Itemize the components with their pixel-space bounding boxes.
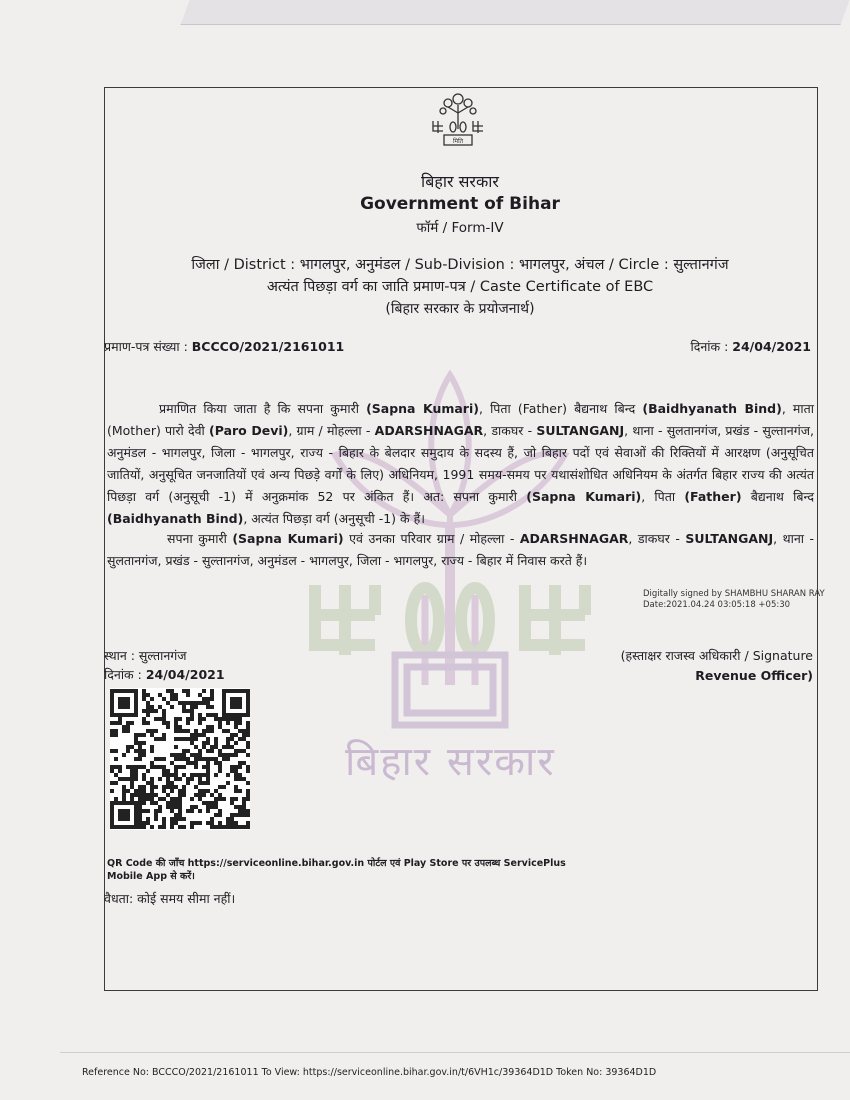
qr-code[interactable] bbox=[110, 688, 250, 830]
p1-text-e: , माता (Mother) पारो देवी bbox=[107, 401, 815, 438]
p1-text-m: , पिता bbox=[641, 489, 685, 504]
footer-date bbox=[104, 665, 225, 684]
p2-name-english: (Sapna Kumari) bbox=[232, 531, 344, 546]
residence-paragraph bbox=[107, 528, 814, 572]
place: स्थान : सुल्तानगंज bbox=[104, 648, 187, 663]
paper-fold-edge bbox=[180, 0, 849, 25]
certificate-number-label: प्रमाण-पत्र संख्या : bbox=[104, 339, 188, 354]
p1-mother-english: (Paro Devi) bbox=[209, 423, 289, 438]
footer-divider bbox=[60, 1052, 850, 1053]
p2-village: ADARSHNAGAR bbox=[519, 531, 629, 546]
p1-text-i: , डाकघर - bbox=[483, 423, 537, 438]
signature-line-2: Revenue Officer) bbox=[695, 668, 813, 683]
digital-signature bbox=[643, 589, 848, 611]
certificate-date bbox=[690, 338, 811, 355]
p1-text-q: , अत्यंत पिछड़ा वर्ग (अनुसूची -1) के हैं। bbox=[243, 511, 425, 526]
reference-line: Reference No: BCCCO/2021/2161011 To View: https://serviceonline.bihar.gov.in/t/6VH1c/39364D1D Token No: 39364D1D bbox=[82, 1067, 657, 1078]
validity-note: वैधता: कोई समय सीमा नहीं। bbox=[104, 891, 236, 906]
govt-hindi-heading: बिहार सरकार bbox=[421, 172, 499, 191]
p1-father-label: (Father) bbox=[684, 489, 742, 504]
digital-signature-date: Date:2021.04.24 03:05:18 +05:30 bbox=[643, 600, 791, 610]
p1-text-g: , ग्राम / मोहल्ला - bbox=[288, 423, 375, 438]
form-number: फॉर्म / Form-IV bbox=[416, 220, 504, 236]
p1-father-english: (Baidhyanath Bind) bbox=[642, 401, 782, 416]
p2-text-a: सपना कुमारी bbox=[167, 531, 233, 546]
p1-text-o: बैद्यनाथ बिन्द bbox=[741, 489, 815, 504]
certificate-date-label: दिनांक : bbox=[690, 339, 729, 354]
govt-english-heading: Government of Bihar bbox=[360, 194, 560, 214]
signature-block bbox=[621, 646, 813, 686]
p2-text-e: , डाकघर - bbox=[628, 531, 686, 546]
p2-postoffice: SULTANGANJ bbox=[685, 531, 774, 546]
p1-text-c: , पिता (Father) बैद्यनाथ बिन्द bbox=[478, 401, 643, 416]
certificate-date-value: 24/04/2021 bbox=[732, 339, 811, 354]
p1-father-english-2: (Baidhyanath Bind) bbox=[107, 511, 244, 526]
watermark-text: बिहार सरकार bbox=[345, 739, 556, 785]
footer-date-label: दिनांक : bbox=[104, 667, 142, 682]
certificate-purpose: (बिहार सरकार के प्रयोजनार्थ) bbox=[385, 301, 535, 317]
p2-text-g: , थाना - सुलतानगंज, प्रखंड - सुल्तानगंज, अनुमंडल - भागलपुर, जिला - भागलपुर, राज्य - बिहार में निवास करते हैं। bbox=[107, 531, 814, 568]
p1-name-english: (Sapna Kumari) bbox=[366, 401, 479, 416]
p1-village: ADARSHNAGAR bbox=[374, 423, 484, 438]
footer-date-value: 24/04/2021 bbox=[145, 667, 225, 682]
emblem-label: मिति bbox=[452, 138, 464, 145]
certificate-title: अत्यंत पिछड़ा वर्ग का जाति प्रमाण-पत्र / Caste Certificate of EBC bbox=[266, 279, 654, 295]
place-and-date bbox=[104, 646, 225, 684]
qr-verification-note: QR Code की जाँच https://serviceonline.bihar.gov.in पोर्टल एवं Play Store पर उपलब्ध ServicePlus Mobile App से करें। bbox=[107, 858, 566, 882]
certificate-number-value: BCCCO/2021/2161011 bbox=[191, 339, 345, 354]
certification-paragraph bbox=[107, 398, 814, 530]
district-line: जिला / District : भागलपुर, अनुमंडल / Sub-Division : भागलपुर, अंचल / Circle : सुल्तानगंज bbox=[191, 257, 729, 273]
signature-line-1: (हस्ताक्षर राजस्व अधिकारी / Signature bbox=[620, 648, 813, 663]
p2-text-c: एवं उनका परिवार ग्राम / मोहल्ला - bbox=[343, 531, 520, 546]
bihar-emblem-logo bbox=[429, 89, 487, 151]
certificate-number bbox=[104, 338, 344, 355]
p1-text-a: प्रमाणित किया जाता है कि सपना कुमारी bbox=[159, 401, 367, 416]
digital-signature-signer: Digitally signed by SHAMBHU SHARAN RAY bbox=[643, 589, 825, 599]
p1-postoffice: SULTANGANJ bbox=[536, 423, 625, 438]
p1-name-english-2: (Sapna Kumari) bbox=[526, 489, 642, 504]
p1-text-k: , थाना - सुलतानगंज, प्रखंड - सुल्तानगंज, अनुमंडल - भागलपुर, जिला - भागलपुर, राज्य - बिहार के बेलदार समुदाय के सदस्य हैं, जो बिहार पदों एवं सेवाओं की रिक्तियों में आरक्षण (अनुसूचित जातियों, अनुसूचित जनजातियों एवं अन्य पिछड़े वर्गों के लिए) अधिनियम, 1991 समय-समय पर यथासंशोधित अधिनियम के अंतर्गत बिहार राज्य की अत्यंत पिछड़ा वर्ग (अनुसूची -1) में अनुक्रमांक 52 पर अंकित हैं। अत: सपना कुमारी bbox=[107, 423, 815, 504]
